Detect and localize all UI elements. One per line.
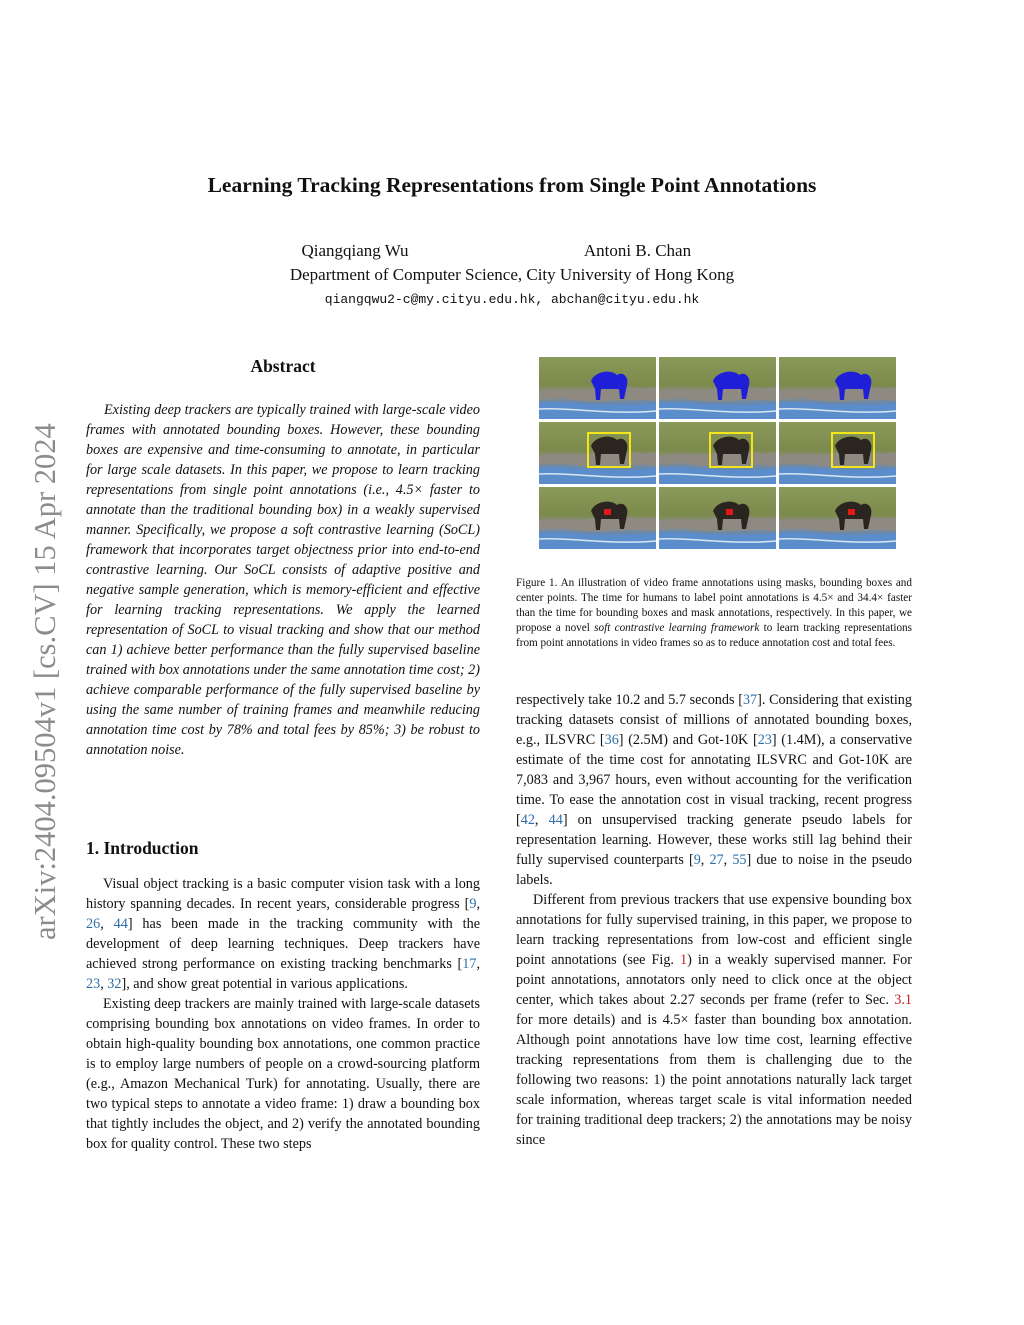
- citation-link[interactable]: 44: [113, 916, 128, 932]
- paper-title: Learning Tracking Representations from Single Point Annotations: [207, 173, 817, 197]
- citation-link[interactable]: 23: [86, 976, 101, 992]
- abstract-text: Existing deep trackers are typically trained with large-scale video frames with annotated bounding boxes. However, these bounding boxes are expensive and time-consuming to annotate, in particular for large scale datasets. In this paper, we propose to learn tracking representations from single point annotations (i.e., 4.5× faster to annotate than the traditional bounding box) in a weakly supervised manner. Specifically, we propose a soft contrastive learning (SoCL) framework that incorporates target objectness prior into end-to-end contrastive learning. Our SoCL consists of adaptive positive and negative sample generation, which is memory-efficient and effective for learning tracking representations. We apply the learned representation of SoCL to visual tracking and show that our method can 1) achieve better performance than the fully supervised baseline trained with box annotations under the same annotation time cost; 2) achieve comparable performance of the fully supervised baseline by using the same number of training frames and meanwhile reducing annotation time cost by 78% and total fees by 85%; 3) be robust to annotation noise.: [86, 402, 480, 758]
- citation-link[interactable]: 9: [469, 896, 477, 912]
- citation-link[interactable]: 32: [107, 976, 122, 992]
- citation-link[interactable]: 37: [742, 692, 758, 708]
- citation-link[interactable]: 55: [732, 852, 747, 868]
- figure-1-image: [539, 357, 896, 549]
- figure-frame-point: [659, 487, 776, 549]
- citation-link[interactable]: 44: [548, 812, 563, 828]
- author-2: Antoni B. Chan: [583, 241, 692, 260]
- intro-paragraph-1: Visual object tracking is a basic computer vision task with a long history spanning decades. In recent years, considerable progress [9, 26, 44] has been made in the tracking community with the development of deep learning techniques. Deep trackers have achieved strong performance on existing tracking benchmarks [17, 23, 32], and show great potential in various applications.: [86, 876, 480, 992]
- abstract-heading: Abstract: [250, 356, 316, 376]
- author-1: Qiangqiang Wu: [301, 241, 409, 260]
- figure-reference-link[interactable]: 1: [680, 952, 688, 968]
- affiliation: Department of Computer Science, City University of Hong Kong: [289, 265, 735, 284]
- intro-paragraph-4: Different from previous trackers that use expensive bounding box annotations for fully supervised training, in this paper, we propose to learn tracking representations from low-cost and efficient single point annotations (see Fig. 1) in a weakly supervised manner. For point annotations, annotators only need to click once at the object center, which takes about 2.27 seconds per frame (refer to Sec. 3.1 for more details) and is 4.5× faster than bounding box annotation. Although point annotations have low time cost, learning effective tracking representations from them is challenging due to the following two reasons: 1) the point annotations naturally lack target scale information, whereas target scale is vital information needed for training traditional deep trackers; 2) the annotations may be noisy since: [516, 892, 913, 1148]
- figure-frame-box: [539, 422, 656, 484]
- intro-paragraph-3: respectively take 10.2 and 5.7 seconds [37]. Considering that existing tracking datasets consist of millions of annotated bounding boxes, e.g., ILSVRC [36] (2.5M) and Got-10K [23] (1.4M), a conservative estimate of the time cost for annotating ILSVRC and Got-10K are 7,083 and 3,967 hours, even without accounting for the verification time. To ease the annotation cost in visual tracking, recent progress [42, 44] on unsupervised tracking generate pseudo labels for representation learning. However, these works still lag behind their fully supervised counterparts [9, 27, 55] due to noise in the pseudo labels.: [516, 692, 913, 888]
- figure-frame-point: [779, 487, 896, 549]
- figure-frame-mask: [779, 357, 896, 419]
- section-reference-link[interactable]: 3.1: [894, 992, 912, 1008]
- figure-frame-box: [659, 422, 776, 484]
- right-column-body: [516, 690, 912, 1150]
- figure-1-caption: Figure 1. An illustration of video frame annotations using masks, bounding boxes and center points. The time for humans to label point annotations is 4.5× and 34.4× faster than the time for bounding boxes and mask annotations, respectively. In this paper, we propose a novel soft contrastive learning framework to learn tracking representations from point annotations in video frames so as to reduce annotation cost and total fees.: [516, 577, 912, 649]
- intro-paragraph-2: Existing deep trackers are mainly trained with large-scale datasets comprising bounding box annotations on video frames. In order to obtain high-quality bounding box annotations, one common practice is to employ large numbers of people on a crowd-sourcing platform (e.g., Amazon Mechanical Turk) for annotating. Usually, there are two typical steps to annotate a video frame: 1) draw a bounding box that tightly includes the object, and 2) verify the annotated bounding box for quality control. These two steps: [86, 996, 480, 1152]
- citation-link[interactable]: 27: [709, 852, 724, 868]
- figure-frame-box: [779, 422, 896, 484]
- left-column-body: [86, 874, 480, 1154]
- figure-frame-point: [539, 487, 656, 549]
- citation-link[interactable]: 17: [462, 956, 477, 972]
- section-heading-introduction: 1. Introduction: [86, 838, 199, 858]
- citation-link[interactable]: 23: [757, 732, 772, 748]
- figure-frame-mask: [539, 357, 656, 419]
- citation-link[interactable]: 9: [693, 852, 701, 868]
- author-emails: qiangqwu2-c@my.cityu.edu.hk, abchan@cityu.edu.hk: [324, 292, 700, 307]
- citation-link[interactable]: 26: [86, 916, 101, 932]
- citation-link[interactable]: 36: [604, 732, 619, 748]
- figure-frame-mask: [659, 357, 776, 419]
- citation-link[interactable]: 42: [520, 812, 535, 828]
- arxiv-stamp: arXiv:2404.09504v1 [cs.CV] 15 Apr 2024: [28, 423, 62, 940]
